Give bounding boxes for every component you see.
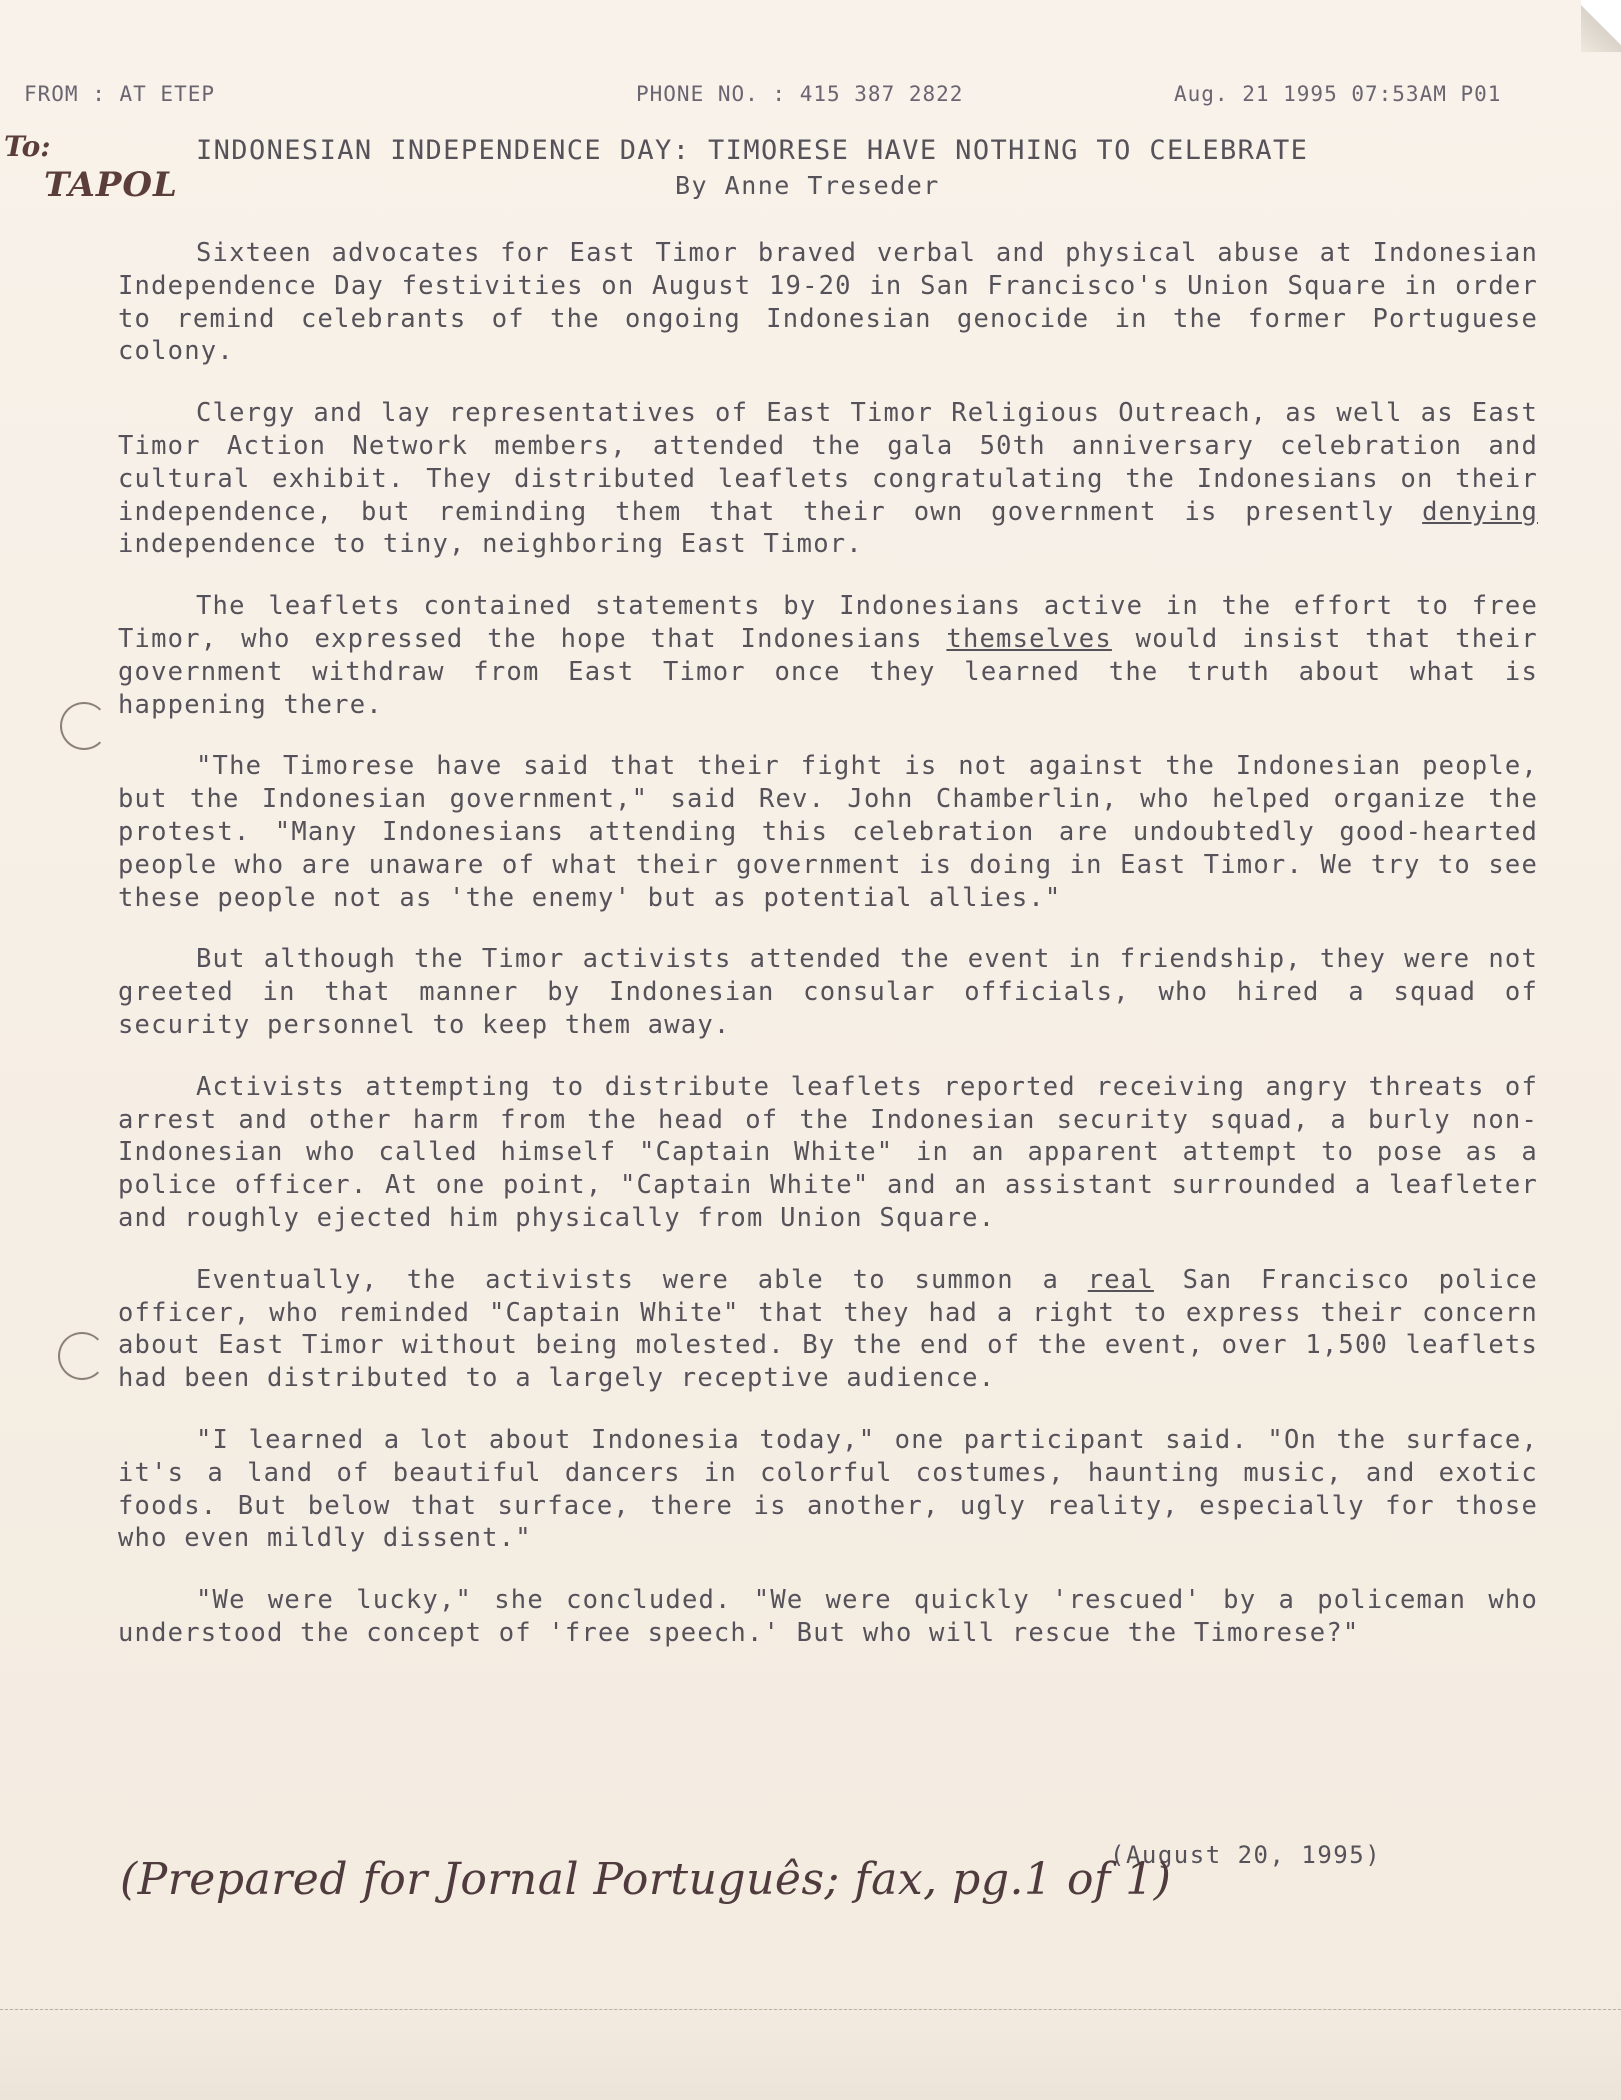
fax-date: Aug. 21 1995 07:53AM P01 xyxy=(1174,82,1502,106)
paragraph-7 xyxy=(118,1264,1538,1395)
paragraph-text: San Francisco police officer, who reminded "Captain White" that they had a right to express their concern about East Timor without being molested. By the end of the event, over 1,500 leaflets had been distributed to a largely receptive audience. xyxy=(118,1264,1538,1394)
paragraph-text: "I learned a lot about Indonesia today," one participant said. "On the surface, it's a land of beautiful dancers in colorful costumes, haunting music, and exotic foods. But below that surface, there is another, ugly reality, especially for those who even mildly dissent." xyxy=(118,1424,1538,1554)
handwritten-note: (Prepared for Jornal Português; fax, pg.1 of 1) xyxy=(120,1854,1172,1905)
fax-header xyxy=(24,82,1584,112)
paragraph-5 xyxy=(118,943,1538,1041)
paragraph-text: Activists attempting to distribute leaflets reported receiving angry threats of arrest and other harm from the head of the Indonesian security squad, a burly non-Indonesian who called himself "Captain White" in an apparent attempt to pose as a police officer. At one point, "Captain White" and an assistant surrounded a leafleter and roughly ejected him physically from Union Square. xyxy=(118,1071,1538,1233)
paragraph-text: "The Timorese have said that their fight is not against the Indonesian people, but the Indonesian government," said Rev. John Chamberlin, who helped organize the protest. "Many Indonesians attending this celebration are undoubtedly good-hearted people who are unaware of what their government is doing in East Timor. We try to see these people not as 'the enemy' but as potential allies." xyxy=(118,751,1538,913)
page-bottom-edge xyxy=(0,2009,1621,2100)
paragraph-text: would insist that their government withdraw from East Timor once they learned the truth about what is happening there. xyxy=(118,623,1538,720)
paragraph-3 xyxy=(118,590,1538,721)
handwritten-to-label: To: xyxy=(4,130,51,163)
paragraph-text: Sixteen advocates for East Timor braved verbal and physical abuse at Indonesian Independence Day festivities on August 19-20 in San Francisco's Union Square in order to remind celebrants of the ongoing Indonesian genocide in the former Portuguese colony. xyxy=(118,238,1538,367)
paragraph-text: "We were lucky," she concluded. "We were quickly 'rescued' by a policeman who understood the concept of 'free speech.' But who will rescue the Timorese?" xyxy=(118,1585,1538,1648)
page-corner-fold xyxy=(1581,0,1621,52)
fax-phone: PHONE NO. : 415 387 2822 xyxy=(636,82,964,106)
paragraph-text: But although the Timor activists attended the event in friendship, they were not greeted in that manner by Indonesian consular officials, who hired a squad of security personnel to keep them away. xyxy=(118,944,1538,1040)
article-dateline: (August 20, 1995) xyxy=(1110,1841,1382,1869)
punch-hole-mark xyxy=(58,1332,106,1380)
paragraph-8 xyxy=(118,1424,1538,1555)
article-title: INDONESIAN INDEPENDENCE DAY: TIMORESE HAVE NOTHING TO CELEBRATE xyxy=(196,135,1309,166)
paragraph-text: Clergy and lay representatives of East Timor Religious Outreach, as well as East Timor Action Network members, attended the gala 50th anniversary celebration and cultural exhibit. They distributed leaflets congratulating the Indonesians on their independence, but reminding them that their own government is presently xyxy=(118,398,1538,527)
paragraph-2 xyxy=(118,397,1538,561)
paragraph-1 xyxy=(118,237,1538,368)
paragraph-text: The leaflets contained statements by Indonesians active in the effort to free Timor, who expressed the hope that Indonesians xyxy=(118,591,1538,654)
punch-hole-mark xyxy=(60,702,108,750)
handwritten-recipient: TAPOL xyxy=(44,165,178,205)
paragraph-text: Eventually, the activists were able to summon a xyxy=(196,1264,1088,1295)
article-body xyxy=(118,237,1538,1679)
paragraph-6 xyxy=(118,1071,1538,1235)
underlined-word: denying xyxy=(1422,496,1538,527)
underlined-word: real xyxy=(1087,1264,1154,1295)
paragraph-4 xyxy=(118,750,1538,914)
fax-from: FROM : AT ETEP xyxy=(24,82,216,106)
paragraph-9 xyxy=(118,1584,1538,1650)
paragraph-text: independence to tiny, neighboring East Timor. xyxy=(118,529,863,560)
underlined-word: themselves xyxy=(946,623,1112,654)
article-byline: By Anne Treseder xyxy=(675,171,940,200)
